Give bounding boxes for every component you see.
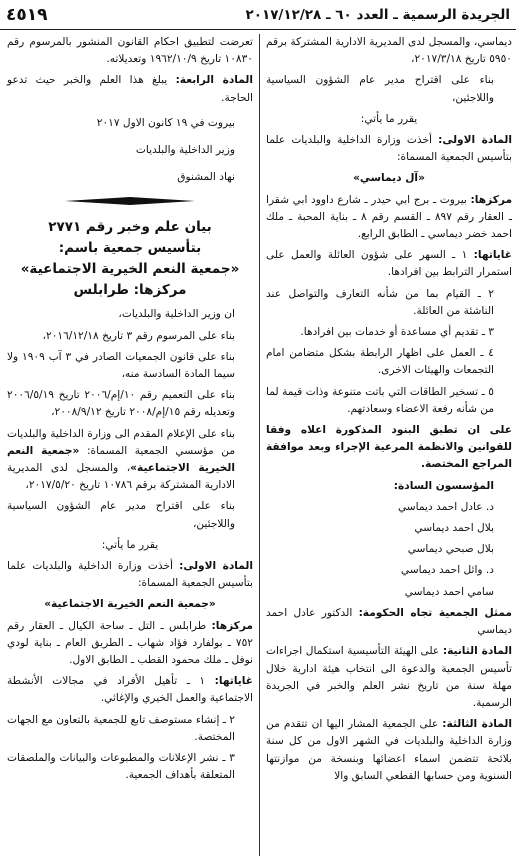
goal-item: ٤ ـ العمل على اظهار الرابطة بشكل متضامن امام التجمعات والهيئات الاخرى. — [266, 347, 494, 377]
notice-association: «جمعية النعم الخيرية الاجتماعية» — [20, 261, 240, 278]
notice-subtitle: بتأسيس جمعية باسم: — [58, 240, 202, 257]
whereas-clause: بناء على المرسوم رقم ٣ تاريخ ٢٠١٦/١٢/١٨، — [42, 329, 235, 342]
article-text: على الجمعية المشار اليها ان تتقدم من وزارة الداخلية والبلديات في الشهر الاول من كل سنة بلائحة تتضمن اسماء اعضائها وبنسخة من موازنتها السنوية ومن حسابها القطعي السابق والا — [266, 718, 512, 782]
founder-name: د. عادل احمد ديماسي — [397, 500, 494, 513]
goal-item — [7, 673, 253, 707]
goal-item: ٣ ـ تقديم أي مساعدة أو خدمات بين افرادها. — [300, 326, 494, 339]
goal-item — [266, 247, 512, 281]
article-2 — [266, 643, 512, 712]
article-text: يبلغ هذا العلم والخبر حيث تدعو الحاجة. — [7, 74, 253, 104]
goal-item: ٥ ـ تسخير الطاقات التي باتت متنوعة وذات قيمة لما من شأنه رفعة الاعضاء وسعادتهم. — [266, 385, 494, 415]
decision-heading: يقرر ما يأتي: — [101, 538, 159, 551]
whereas-clause: بناء على اقتراح مدير عام الشؤون السياسية واللاجئين، — [7, 500, 235, 530]
right-column — [262, 34, 516, 856]
gazette-title: الجريدة الرسمية ـ العدد ٦٠ ـ ٢٠١٧/١٢/٢٨ — [245, 6, 510, 23]
article-text: أخذت وزارة الداخلية والبلديات علما بتأسيس الجمعية المسماة: — [7, 560, 253, 590]
minister-line: ان وزير الداخلية والبلديات، — [118, 308, 235, 321]
goal-item: ٢ ـ القيام بما من شأنه التعارف والتواصل عند الناشئة من العائلة. — [266, 287, 494, 317]
article-label: المادة الاولى: — [179, 560, 253, 573]
goal-text: ١ ـ السهر على شؤون العائلة والعمل على استمرار الترابط بين افرادها. — [266, 249, 512, 279]
page-number: ٤٥١٩ — [6, 4, 48, 25]
clause-text: بناء على الإعلام المقدم الى وزارة الداخلية والبلديات من مؤسسي الجمعية المسماة: — [7, 427, 236, 457]
headquarters — [7, 618, 253, 670]
hq-label: مركزها: — [470, 193, 513, 206]
signature-name: نهاد المشنوق — [177, 171, 235, 184]
rep-name: الدكتور عادل احمد ديماسي — [266, 606, 512, 637]
notice-title: بيان علم وخبر رقم ٢٧٧١ — [48, 219, 212, 236]
article-label: المادة الثانية: — [442, 645, 512, 658]
founders-label: المؤسسون السادة: — [393, 479, 494, 492]
association-name: «جمعية النعم الخيرية الاجتماعية» — [44, 598, 216, 611]
section-ornament — [7, 196, 253, 206]
page-header — [0, 0, 516, 30]
notice-headquarters: مركزها: طرابلس — [73, 282, 187, 299]
hq-text: بيروت ـ برج ابي حيدر ـ شارع داوود ابي شقرا ـ العقار رقم ٨٩٧ ـ القسم رقم ٨ ـ بناية المحبة ـ ملك احمد خضر ديماسي ـ الطابق الرابع. — [266, 193, 513, 241]
paragraph: ديماسي، والمسجل لدى المديرية الادارية المشتركة برقم ٥٩٥٠ تاريخ ٢٠١٧/٣/١٨، — [266, 36, 512, 66]
hq-label: مركزها: — [211, 619, 253, 632]
left-column — [3, 34, 257, 856]
rep-label: ممثل الجمعية تجاه الحكومة: — [358, 606, 512, 619]
signature-place-date: بيروت في ١٩ كانون الاول ٢٠١٧ — [96, 116, 235, 129]
clause-text: ، والمسجل لدى المديرية الادارية المشتركة برقم ١٠٧٨٦ تاريخ ٢٠١٧/٥/٢٠، — [7, 462, 235, 492]
article-1 — [266, 132, 512, 166]
government-representative — [266, 605, 512, 639]
column-divider — [259, 34, 260, 856]
article-3 — [266, 716, 512, 785]
paragraph: تعرضت لتطبيق احكام القانون المنشور بالمرسوم رقم ١٠٨٣٠ تاريخ ١٩٦٢/١٠/٩ وتعديلاته. — [7, 36, 253, 66]
article-1 — [7, 558, 253, 592]
goal-text: ١ ـ تأهيل الأفراد في مجالات الأنشطة الاجتماعية والعمل الخيري والإغاثي. — [7, 675, 253, 705]
article-label: المادة الرابعة: — [175, 74, 253, 87]
founder-name: د. وائل احمد ديماسي — [400, 564, 494, 577]
clause-association-name: «جمعية النعم الخيرية الاجتماعية» — [7, 444, 235, 475]
ornament-divider-icon — [65, 196, 195, 206]
headquarters — [266, 192, 512, 244]
article-4 — [7, 72, 253, 106]
article-label: المادة الاولى: — [438, 134, 512, 147]
goals-label: غاياتها: — [214, 675, 253, 688]
signature-block — [7, 115, 253, 187]
founder-name: بلال صبحي ديماسي — [407, 543, 494, 556]
signature-title: وزير الداخلية والبلديات — [135, 144, 235, 157]
content-columns — [0, 34, 516, 856]
whereas-clause: بناء على قانون الجمعيات الصادر في ٣ آب ١٩٠٩ ولا سيما المادة السادسة منه، — [7, 350, 235, 381]
hq-text: طرابلس ـ التل ـ ساحة الكيال ـ العقار رقم ٧٥٢ ـ بولفارد فؤاد شهاب ـ الطريق العام ـ بناية لودي نوفل ـ ملك محمود القطب ـ الطابق الاول. — [7, 619, 253, 667]
whereas-clause — [7, 426, 253, 495]
whereas-clause: بناء على التعميم رقم ١٠/إم/٢٠٠٦ تاريخ ٢٠٠٦/٥/١٩ وتعديله رقم ١٥/إم/٢٠٠٨ تاريخ ٢٠٠٨/٩/١٢، — [7, 389, 235, 419]
goals-label: غاياتها: — [473, 249, 512, 262]
goal-item: ٣ ـ نشر الإعلانات والمطبوعات والبيانات والملصقات المتعلقة بأهداف الجمعية. — [7, 752, 235, 782]
paragraph: بناء على اقتراح مدير عام الشؤون السياسية واللاجئين، — [266, 74, 494, 104]
association-name: «آل ديماسي» — [353, 172, 425, 185]
condition-paragraph: على ان تطبق البنود المذكورة اعلاه وفقا للقوانين والانظمة المرعية الإجراء وبعد موافقة المراجع المختصة. — [266, 424, 512, 471]
founder-name: سامي احمد ديماسي — [404, 585, 494, 598]
article-text: على الهيئة التأسيسية استكمال اجراءات تأسيس الجمعية والدعوة الى انتخاب هيئة ادارية خلال مهلة سنة من تاريخ نشر العلم والخبر في الجريدة الرسمية. — [266, 645, 512, 709]
article-label: المادة الثالثة: — [442, 718, 512, 731]
founder-name: بلال احمد ديماسي — [414, 522, 494, 535]
article-text: أخذت وزارة الداخلية والبلديات علما بتأسيس الجمعية المسماة: — [266, 134, 512, 164]
decision-heading: يقرر ما يأتي: — [360, 112, 418, 125]
goal-item: ٢ ـ إنشاء مستوصف تابع للجمعية بالتعاون مع الجهات المختصة. — [7, 713, 235, 743]
